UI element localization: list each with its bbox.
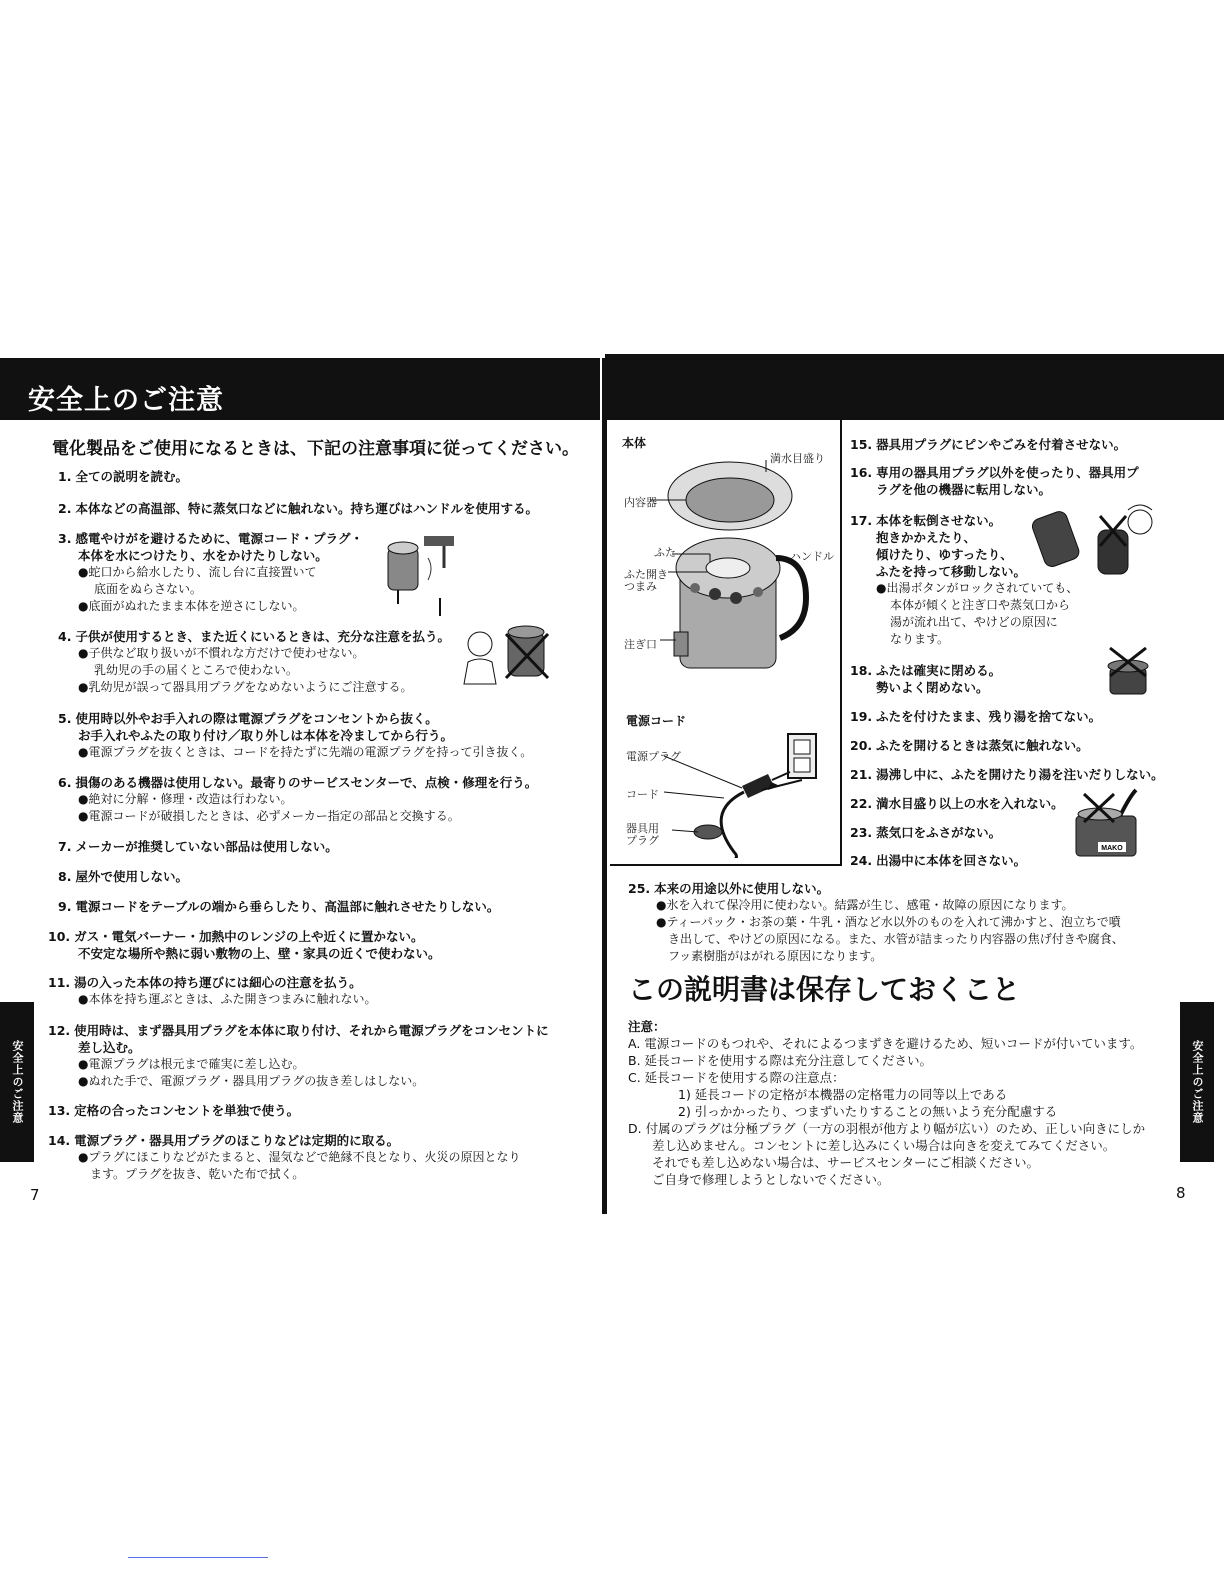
label-inner-container: 内容器	[624, 496, 657, 509]
side-tab-left: 安全上のご注意	[0, 1002, 34, 1162]
item-14: 14. 電源プラグ・器具用プラグのほこりなどは定期的に取る。 ●プラグにほこりなどがたまると、湿気などで絶縁不良となり、火災の原因となり ます。プラグを抜き、乾いた布で拭く。	[48, 1133, 521, 1181]
label-lid-knob-1: ふた開き	[624, 568, 668, 581]
overfill-pot-illustration	[1070, 786, 1144, 860]
left-heading: 電化製品をご使用になるときは、下記の注意事項に従ってください。	[52, 439, 579, 459]
page-number-left: 7	[30, 1186, 40, 1204]
note-b: B. 延長コードを使用する際は充分注意してください。	[628, 1053, 933, 1068]
save-manual-title: この説明書は保存しておくこと	[628, 973, 1021, 1006]
side-tab-right: 安全上のご注意	[1180, 1002, 1214, 1162]
item-25: 25. 本来の用途以外に使用しない。 ●氷を入れて保冷用に使わない。結露が生じ、感電・故障の原因になります。 ●ティーパック・お茶の葉・牛乳・酒など水以外のものを入れて沸かすと、泡立ちで噴 き出して、やけどの原因になる。また、水管が詰まったり内容器の焦げ付きや腐食、 フッ素樹脂がはがれる原因になります。	[628, 881, 1124, 963]
note-c2: 2) 引っかかったり、つまずいたりすることの無いよう充分配慮する	[678, 1104, 1058, 1119]
label-appliance-plug-1: 器具用	[626, 822, 659, 835]
item-11: 11. 湯の入った本体の持ち運びには細心の注意を払う。 ●本体を持ち運ぶときは、ふた開きつまみに触れない。	[48, 975, 377, 1006]
tilt-pot-illustration	[1024, 500, 1164, 590]
pot-brand-label: MAKO	[1101, 845, 1123, 852]
item-12: 12. 使用時は、まず器具用プラグを本体に取り付け、それから電源プラグをコンセントに 差し込む。 ●電源プラグは根元まで確実に差し込む。 ●ぬれた手で、電源プラグ・器具用プラグの抜き差しはしない。	[48, 1023, 549, 1088]
note-d3: それでも差し込めない場合は、サービスセンターにご相談ください。	[652, 1155, 1040, 1170]
item-4: 4. 子供が使用するとき、また近くにいるときは、充分な注意を払う。 ●子供など取り扱いが不慣れな方だけで使わせない。 乳幼児の手の届くところで使わない。 ●乳幼児が誤って器具用プラグをなめないようにご注意する。	[58, 629, 450, 694]
item-13: 13. 定格の合ったコンセントを単独で使う。	[48, 1103, 300, 1118]
item-8: 8. 屋外で使用しない。	[58, 869, 188, 884]
bottom-link-line	[128, 1557, 268, 1558]
item-22: 22. 満水目盛り以上の水を入れない。	[850, 796, 1064, 811]
label-handle: ハンドル	[790, 550, 834, 563]
item-9: 9. 電源コードをテーブルの端から垂らしたり、高温部に触れさせたりしない。	[58, 899, 500, 914]
note-c: C. 延長コードを使用する際の注意点：	[628, 1070, 845, 1085]
item-3: 3. 感電やけがを避けるために、電源コード・プラグ・ 本体を水につけたり、水をかけたりしない。 ●蛇口から給水したり、流し台に直接置いて 底面をぬらさない。 ●底面がぬれたまま本体を逆さにしない。	[58, 531, 363, 613]
item-15: 15. 器具用プラグにピンやごみを付着させない。	[850, 437, 1127, 452]
item-24: 24. 出湯中に本体を回さない。	[850, 853, 1027, 868]
item-10: 10. ガス・電気バーナー・加熱中のレンジの上や近くに置かない。 不安定な場所や熱に弱い敷物の上、壁・家具の近くで使わない。	[48, 929, 441, 961]
page-number-right: 8	[1176, 1184, 1186, 1202]
pot-faucet-illustration	[384, 528, 464, 618]
item-20: 20. ふたを開けるときは蒸気に触れない。	[850, 738, 1089, 753]
notes-label: 注意：	[628, 1019, 666, 1034]
item-21: 21. 湯沸し中に、ふたを開けたり湯を注いだりしない。	[850, 767, 1164, 782]
label-cord: コード	[626, 788, 659, 801]
close-lid-illustration	[1100, 646, 1156, 696]
diagram-cord-label: 電源コード	[626, 714, 687, 728]
label-full-mark: 満水目盛り	[770, 452, 825, 465]
header-band-right	[605, 354, 1224, 420]
item-18: 18. ふたは確実に閉める。 勢いよく閉めない。	[850, 663, 1002, 695]
note-c1: 1) 延長コードの定格が本機器の定格電力の同等以上である	[678, 1087, 1008, 1102]
label-spout: 注ぎ口	[624, 638, 657, 651]
item-7: 7. メーカーが推奨していない部品は使用しない。	[58, 839, 338, 854]
item-5: 5. 使用時以外やお手入れの際は電源プラグをコンセントから抜く。 お手入れやふたの取り付け／取り外しは本体を冷ましてから行う。 ●電源プラグを抜くときは、コードを持たずに先端の電源プラグを持って引き抜く。	[58, 711, 533, 759]
label-lid-knob-2: つまみ	[624, 580, 657, 593]
child-pot-illustration	[458, 622, 554, 692]
item-17: 17. 本体を転倒させない。 抱きかかえたり、 傾けたり、ゆすったり、 ふたを持って移動しない。 ●出湯ボタンがロックされていても、 本体が傾くと注ぎ口や蒸気口から 湯が流れ出て、やけどの原因に なります。	[850, 513, 1079, 646]
item-6: 6. 損傷のある機器は使用しない。最寄りのサービスセンターで、点検・修理を行う。 ●絶対に分解・修理・改造は行わない。 ●電源コードが破損したときは、必ずメーカー指定の部品と交換する。	[58, 775, 538, 823]
note-a: A. 電源コードのもつれや、それによるつまずきを避けるため、短いコードが付いています。	[628, 1036, 1143, 1051]
label-power-plug: 電源プラグ	[626, 750, 681, 763]
diagram-box-border-right	[840, 420, 842, 866]
note-d: D. 付属のプラグは分極プラグ（一方の羽根が他方より幅が広い）のため、正しい向きにしか	[628, 1121, 1146, 1136]
diagram-box-border-bottom	[610, 864, 842, 866]
page-divider	[602, 358, 607, 1214]
item-16: 16. 専用の器具用プラグ以外を使ったり、器具用プ ラグを他の機器に転用しない。	[850, 465, 1139, 497]
diagram-body-label: 本体	[622, 436, 647, 450]
note-d4: ご自身で修理しようとしないでください。	[652, 1172, 890, 1187]
item-2: 2. 本体などの高温部、特に蒸気口などに触れない。持ち運びはハンドルを使用する。	[58, 501, 538, 516]
page-title: 安全上のご注意	[28, 385, 224, 416]
label-appliance-plug-2: プラグ	[626, 834, 659, 847]
note-d2: 差し込めません。コンセントに差し込みにくい場合は向きを変えてみてください。	[652, 1138, 1116, 1153]
label-lid: ふた	[654, 546, 676, 559]
item-1: 1. 全ての説明を読む。	[58, 469, 188, 484]
item-19: 19. ふたを付けたまま、残り湯を捨てない。	[850, 709, 1102, 724]
notes-section	[628, 1018, 1145, 1188]
item-23: 23. 蒸気口をふさがない。	[850, 825, 1002, 840]
